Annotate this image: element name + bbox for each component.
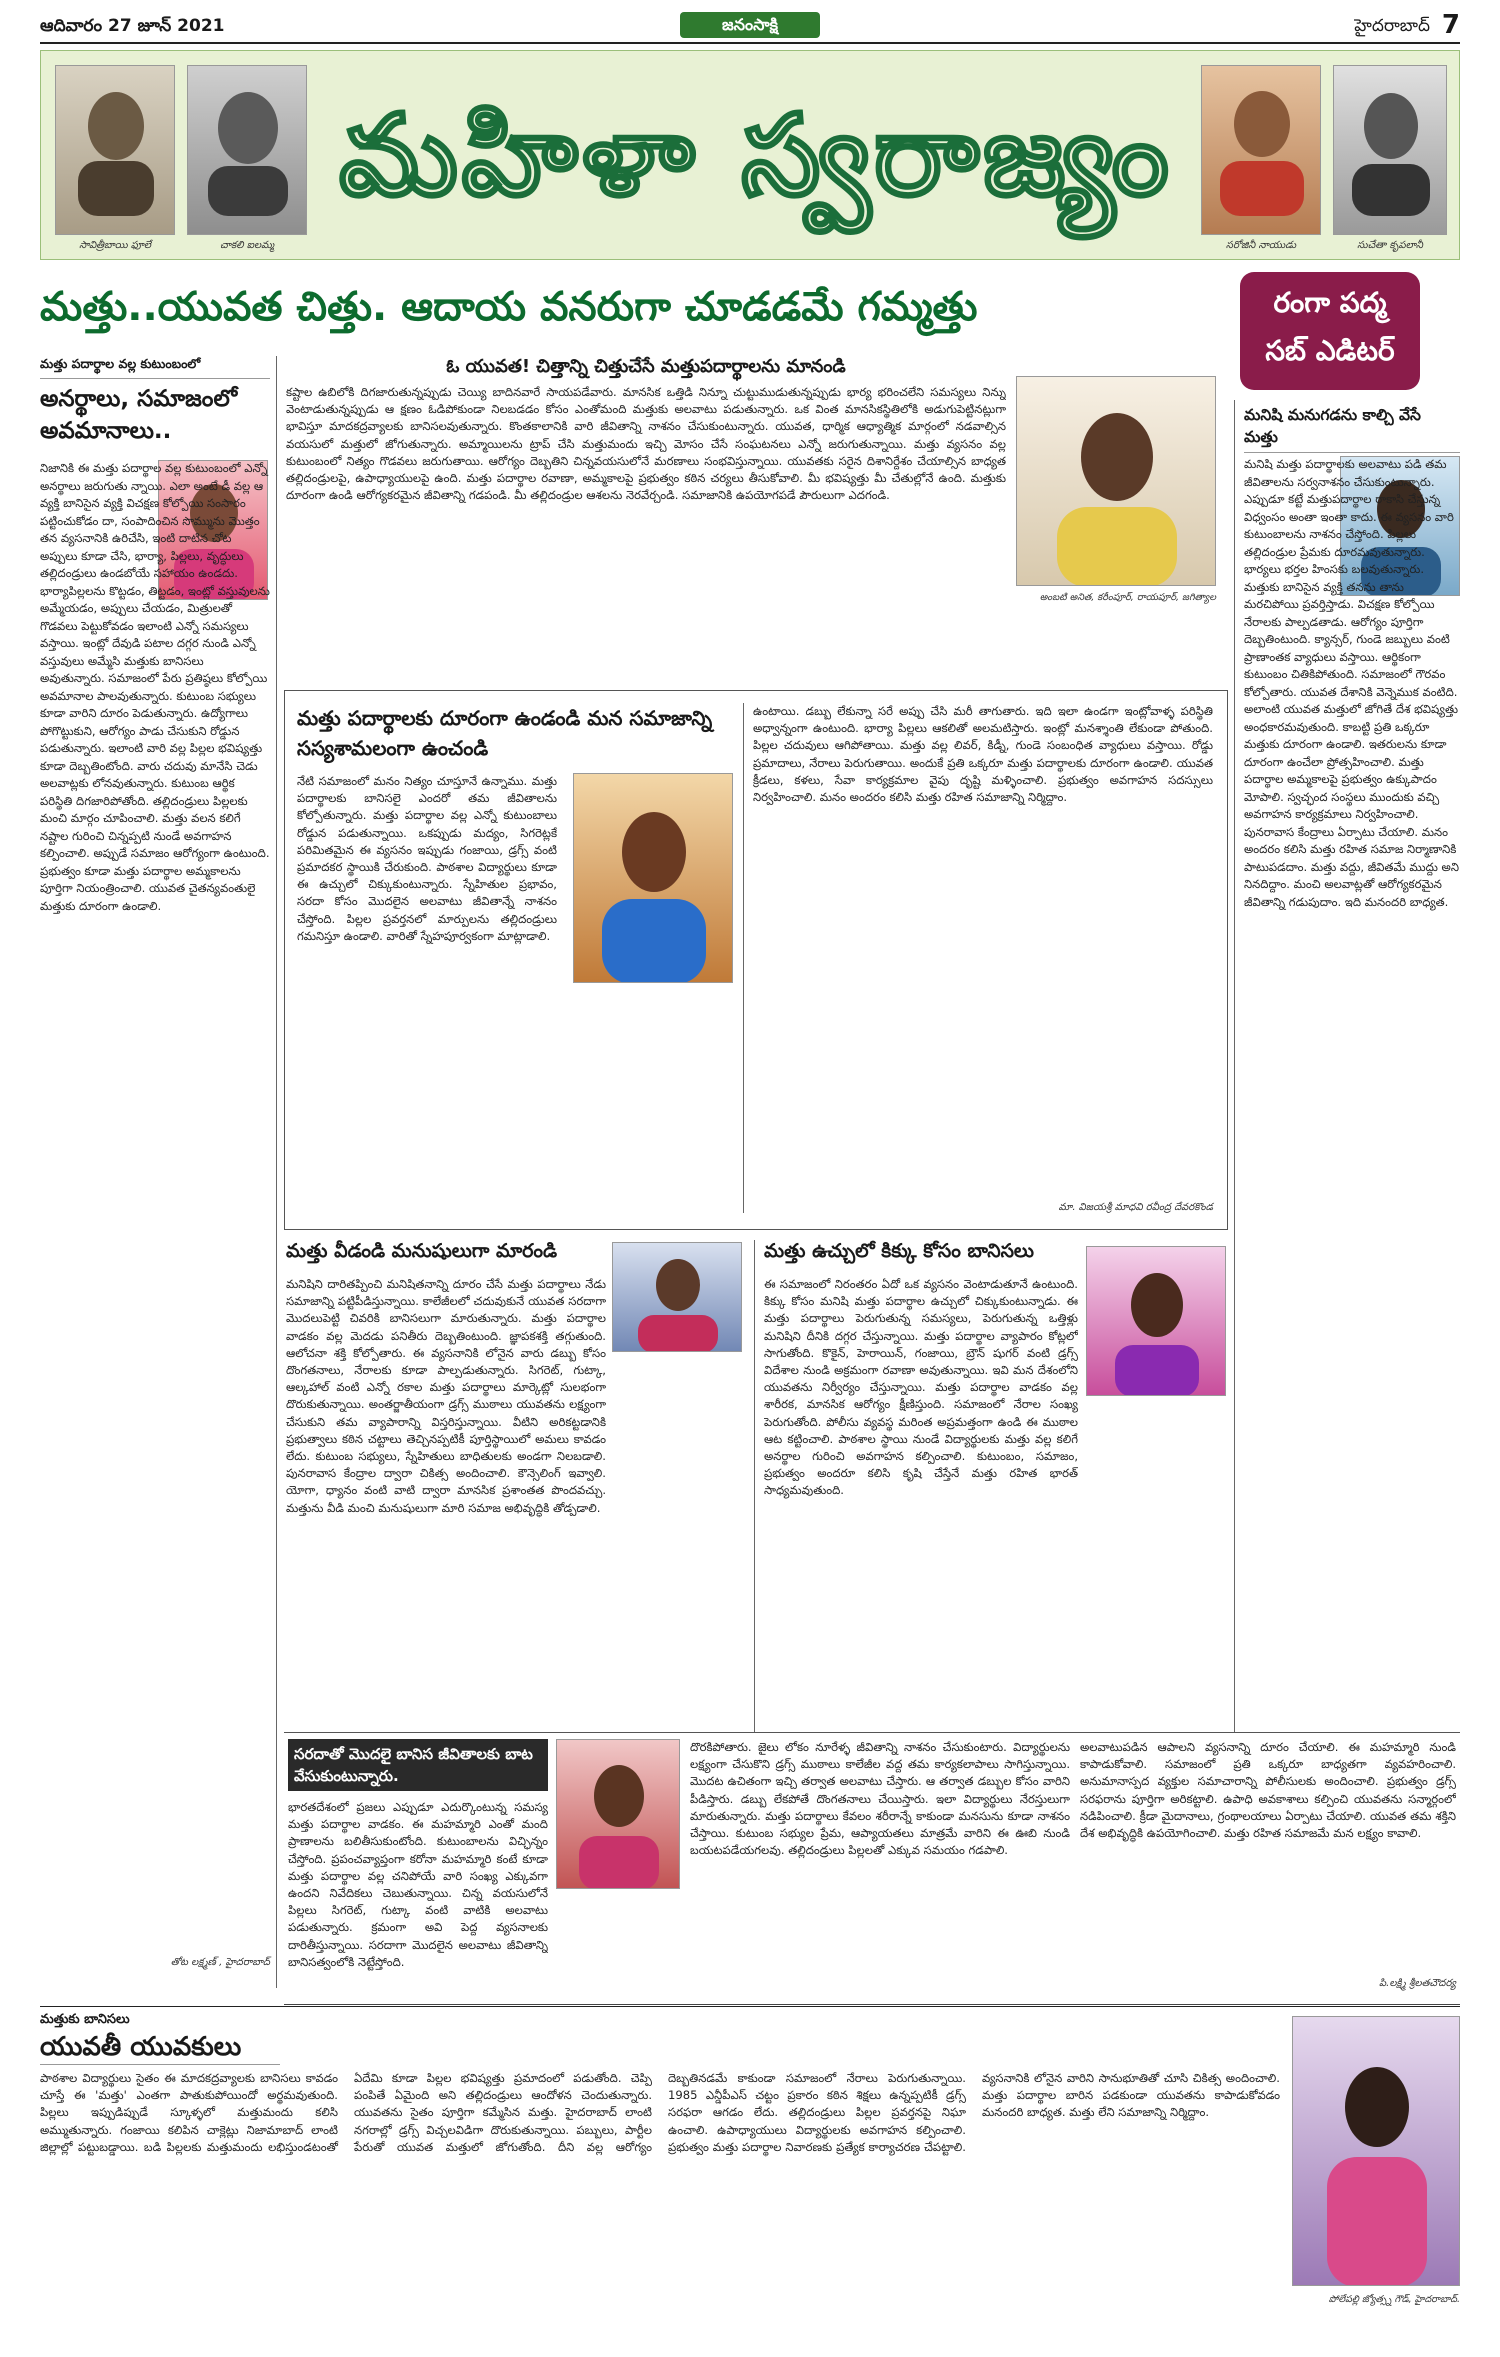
bottom-mid-author-photo	[556, 1739, 680, 1889]
banner-title: మహిళా స్వరాజ్యం	[339, 90, 1173, 221]
portrait-right-1	[1201, 65, 1321, 235]
woman-portrait-icon	[1334, 66, 1447, 216]
bottom-byline: పోలేపల్లి జ్యోత్స్న గౌడ్, హైదరాబాద్.	[1328, 2294, 1460, 2305]
center-low-right-author-photo	[1086, 1246, 1226, 1396]
center-top-author-photo	[1016, 376, 1216, 586]
portrait-caption-left-2: చాకలి ఐలమ్మ	[219, 240, 275, 251]
center-low-left-author-photo	[612, 1242, 742, 1352]
bottom-headline: యువతీ యువకులు	[40, 2030, 280, 2065]
center-mid-body-left: నేటి సమాజంలో మనం నిత్యం చూస్తూనే ఉన్నాము. మత్తు పదార్థాలకు బానిసలై ఎందరో తమ జీవితాలను కోల్పోతున్నారు. మత్తు పదార్థాల వల్ల ఎన్నో కుటుంబాలు రోడ్డున పడుతున్నాయి. ఒకప్పుడు మద్యం, సిగరెట్లకే పరిమితమైన ఈ వ్యసనం ఇప్పుడు గంజాయి, డ్రగ్స్ వంటి ప్రమాదకర స్థాయికి చేరుకుంది. పాఠశాల విద్యార్థులు కూడా ఈ ఉచ్చులో చిక్కుకుంటున్నారు. స్నేహితుల ప్రభావం, సరదా కోసం మొదలైన అలవాటు జీవితాన్నే నాశనం చేస్తోంది. పిల్లల ప్రవర్తనలో మార్పులను తల్లిదండ్రులు గమనిస్తూ ఉండాలి. వారితో స్నేహపూర్వకంగా మాట్లాడాలి.	[297, 774, 557, 943]
issue-date: ఆదివారం 27 జూన్ 2021	[40, 16, 225, 36]
center-mid-byline: మా. విజయశ్రీ మాధవి రవీంద్ర దేవరకొండ	[1058, 1202, 1213, 1213]
woman-portrait-icon	[56, 66, 175, 216]
bottom-body: పాఠశాల విద్యార్థులు సైతం ఈ మాదకద్రవ్యాలకు బానిసలు కావడం చూస్తే ఈ 'మత్తు' ఎంతగా పాతుకుపోయిందో అర్థమవుతుంది. పిల్లలు ఇప్పుడిప్పుడే స్కూళ్ళలో మత్తుమందు కలిసి అమ్ముతున్నారు. గంజాయి కలిపిన చాక్లెట్లు నిజామాబాద్ లాంటి జిల్లాల్లో పట్టుబడ్డాయి. బడి పిల్లలకు మత్తుమందు లభిస్తుండటంతో ఏదేమి కూడా పిల్లల భవిష్యత్తు ప్రమాదంలో పడుతోంది. చెప్పి పంపితే ఏమైంది అని తల్లిదండ్రులు ఆందోళన చెందుతున్నారు. యువతను సైతం పూర్తిగా కమ్మేసిన మత్తు. హైదరాబాద్ లాంటి నగరాల్లో డ్రగ్స్ విచ్చలవిడిగా దొరుకుతున్నాయి. పబ్బులు, పార్టీల పేరుతో యువత మత్తులో జోగుతోంది. దీని వల్ల ఆరోగ్యం దెబ్బతినడమే కాకుండా సమాజంలో నేరాలు పెరుగుతున్నాయి. 1985 ఎన్డీపీఎస్ చట్టం ప్రకారం కఠిన శిక్షలు ఉన్నప్పటికీ డ్రగ్స్ సరఫరా ఆగడం లేదు. తల్లిదండ్రులు పిల్లల ప్రవర్తనపై నిఘా ఉంచాలి. ఉపాధ్యాయులు విద్యార్థులకు అవగాహన కల్పించాలి. ప్రభుత్వం మత్తు పదార్థాల నివారణకు ప్రత్యేక కార్యాచరణ చేపట్టాలి. వ్యసనానికి లోనైన వారిని సానుభూతితో చూసి చికిత్స అందించాలి. మత్తు పదార్థాల బారిన పడకుండా యువతను కాపాడుకోవడం మనందరి బాధ్యత. మత్తు లేని సమాజాన్ని నిర్మిద్దాం.	[40, 2071, 1280, 2154]
left-kicker: మత్తు పదార్థాల వల్ల కుటుంబంలో	[40, 356, 270, 379]
woman-portrait-icon	[613, 1243, 742, 1352]
masthead-brand	[680, 12, 820, 38]
left-headline: అనర్థాలు, సమాజంలో అవమానాలు..	[40, 386, 238, 444]
woman-portrait-icon	[1202, 66, 1321, 216]
center-top-headline: ఓ యువత! చిత్తాన్ని చిత్తుచేసే మత్తుపదార్థాలను మానండి	[446, 356, 846, 377]
bottom-mid-body-right: అలవాటుపడిన ఆపాలని వ్యసనాన్ని దూరం చేయాలి. ఈ మహమ్మారి నుండి కాపాడుకోవాలి. సమాజంలో ప్రతి ఒక్కరూ బాధ్యతగా వ్యవహరించాలి. అనుమానాస్పద వ్యక్తుల సమాచారాన్ని పోలీసులకు అందించాలి. ప్రభుత్వం డ్రగ్స్ సరఫరాను పూర్తిగా అరికట్టాలి. ఉపాధి అవకాశాలు కల్పించి యువతను సన్మార్గంలో నడిపించాలి. క్రీడా మైదానాలు, గ్రంథాలయాలు ఏర్పాటు చేయాలి. యువత తమ శక్తిని దేశ అభివృద్ధికి ఉపయోగించాలి. మత్తు రహిత సమాజమే మన లక్ష్యం కావాలి.	[1080, 1740, 1456, 1841]
woman-portrait-icon	[574, 774, 733, 983]
brand-text: జనంసాక్షి	[722, 15, 778, 34]
bottom-mid-body-left: భారతదేశంలో ప్రజలు ఎప్పుడూ ఎదుర్కొంటున్న సమస్య మత్తు పదార్థాల వాడకం. ఈ మహమ్మారి ఎంతో మంది ప్రాణాలను బలితీసుకుంటోంది. కుటుంబాలను విచ్ఛిన్నం చేస్తోంది. ప్రపంచవ్యాప్తంగా కరోనా మహమ్మారి కంటే కూడా మత్తు పదార్థాల వల్ల చనిపోయే వారి సంఖ్య ఎక్కువగా ఉందని నివేదికలు చెబుతున్నాయి. చిన్న వయసులోనే పిల్లలు సిగరెట్, గుట్కా వంటి వాటికి అలవాటు పడుతున్నారు. క్రమంగా అవి పెద్ద వ్యసనాలకు దారితీస్తున్నాయి. సరదాగా మొదలైన అలవాటు జీవితాన్ని బానిసత్వంలోకి నెట్టేస్తోంది.	[288, 1800, 548, 1969]
page-number: 7	[1441, 10, 1460, 40]
bottom-article	[40, 2012, 1460, 2347]
left-byline: తోట లక్ష్మణ్ , హైదరాబాద్	[170, 1957, 270, 1968]
bottom-boxed-article	[284, 1732, 1460, 2000]
woman-portrait-icon	[1293, 2017, 1460, 2286]
section-divider	[284, 2004, 1460, 2005]
portrait-caption-right-2: సుచేతా కృపలానీ	[1357, 240, 1423, 251]
center-low-right-headline: మత్తు ఉచ్చులో కిక్కు కోసం బానిసలు	[764, 1240, 1034, 1262]
woman-portrait-icon	[557, 1740, 680, 1889]
woman-portrait-icon	[1087, 1247, 1226, 1396]
woman-portrait-icon	[188, 66, 307, 216]
editor-role: సబ్ ఎడిటర్	[1265, 334, 1395, 367]
center-mid-headline: మత్తు పదార్థాలకు దూరంగా ఉండండి మన సమాజాన్ని సస్యశామలంగా ఉంచండి	[297, 706, 713, 760]
bottom-mid-byline: పి.లక్ష్మి శ్రీలతచౌదర్య	[1379, 1978, 1456, 1989]
center-low-left-headline: మత్తు వీడండి మనుషులుగా మారండి	[286, 1240, 558, 1262]
bottom-mid-body-center: దొరకిపోతారు. జైలు లోకం నూరేళ్ళ జీవితాన్ని నాశనం చేసుకుంటారు. విద్యార్థులను లక్ష్యంగా చేసుకొని డ్రగ్స్ ముఠాలు కాలేజీల వద్ద తమ కార్యకలాపాలు సాగిస్తున్నాయి. మొదట ఉచితంగా ఇచ్చి తర్వాత అలవాటు చేస్తారు. ఆ తర్వాత డబ్బుల కోసం వారిని పీడిస్తారు. డబ్బు లేకపోతే దొంగతనాలు చేయిస్తారు. ఇలా విద్యార్థులు నేరస్తులుగా మారుతున్నారు. మత్తు పదార్థాలు కేవలం శరీరాన్నే కాకుండా మనసును కూడా నాశనం చేస్తాయి. కుటుంబ సభ్యుల ప్రేమ, ఆప్యాయతలు మాత్రమే వారిని ఈ ఊబి నుండి బయటపడేయగలవు. తల్లిదండ్రులు పిల్లలతో ఎక్కువ సమయం గడపాలి.	[690, 1740, 1070, 1858]
portrait-right-2	[1333, 65, 1447, 235]
column-divider	[276, 356, 277, 1988]
bottom-mid-headline: సరదాతో మొదలై బానిస జీవితాలకు బాట వేసుకుంటున్నారు.	[288, 1739, 548, 1791]
left-column-article	[40, 356, 270, 1988]
page-header	[40, 8, 1460, 44]
section-banner	[40, 50, 1460, 260]
center-mid-article	[284, 690, 1228, 1230]
editor-badge	[1240, 272, 1420, 390]
bottom-kicker: మత్తుకు బానిసలు	[40, 2012, 130, 2027]
center-top-article	[286, 356, 1226, 686]
center-mid-body-right: ఉంటాయి. డబ్బు లేకున్నా సరే అప్పు చేసి మరీ తాగుతారు. ఇది ఇలా ఉండగా ఇంట్లోవాళ్ళ పరిస్థితి అధ్వాన్నంగా ఉంటుంది. భార్యా పిల్లలు ఆకలితో అలమటిస్తారు. ఇంట్లో మనశ్శాంతి లేకుండా పోతుంది. పిల్లల చదువులు ఆగిపోతాయి. మత్తు వల్ల లివర్, కిడ్నీ, గుండె సంబంధిత వ్యాధులు వస్తాయి. రోడ్డు ప్రమాదాలు, నేరాలు పెరుగుతాయి. అందుకే ప్రతి ఒక్కరూ మత్తు పదార్థాలకు దూరంగా ఉండాలి. యువత క్రీడలు, కళలు, సేవా కార్యక్రమాల వైపు దృష్టి మళ్ళించాలి. ప్రభుత్వం అవగాహన సదస్సులు నిర్వహించాలి. మనం అందరం కలిసి మత్తు రహిత సమాజాన్ని నిర్మిద్దాం.	[753, 704, 1213, 805]
portrait-left-2	[187, 65, 307, 235]
portrait-left-1	[55, 65, 175, 235]
center-mid-divider	[743, 703, 744, 1213]
editor-name: రంగా పద్మ	[1273, 286, 1387, 319]
portrait-caption-right-1: సరోజినీ నాయుడు	[1225, 240, 1297, 251]
center-mid-body-mid	[573, 991, 733, 1221]
header-city: హైదరాబాద్	[1354, 16, 1430, 36]
center-low-right-body: ఈ సమాజంలో నిరంతరం ఏదో ఒక వ్యసనం వెంటాడుతూనే ఉంటుంది. కిక్కు కోసం మనిషి మత్తు పదార్థాల ఉచ్చులో చిక్కుకుంటున్నాడు. ఈ మత్తు పదార్థాలు పెరుగుతున్న సమస్యలు, పెరుగుతున్న ఒత్తిళ్లు మనిషిని దీనికి దగ్గర చేస్తున్నాయి. మత్తు పదార్థాల వ్యాపారం కోట్లలో సాగుతోంది. కొకైన్, హెరాయిన్, గంజాయి, బ్రౌన్ షుగర్ వంటి డ్రగ్స్ విదేశాల నుండి అక్రమంగా రవాణా అవుతున్నాయి. ఇవి మన దేశంలోని యువతను నిర్వీర్యం చేస్తున్నాయి. మత్తు పదార్థాల వాడకం వల్ల శారీరక, మానసిక ఆరోగ్యం క్షీణిస్తుంది. సమాజంలో నేరాల సంఖ్య పెరుగుతోంది. పోలీసు వ్యవస్థ మరింత అప్రమత్తంగా ఉండి ఈ ముఠాల ఆట కట్టించాలి. పాఠశాల స్థాయి నుండే విద్యార్థులకు మత్తు వల్ల కలిగే అనర్థాల గురించి అవగాహన కల్పించాలి. కుటుంబం, సమాజం, ప్రభుత్వం అందరూ కలిసి కృషి చేస్తేనే మత్తు రహిత భారత్ సాధ్యమవుతుంది.	[764, 1277, 1078, 1498]
center-low-left-body: మనిషిని దారితప్పించి మనిషితనాన్ని దూరం చేసే మత్తు పదార్థాలు నేడు సమాజాన్ని పట్టిపీడిస్తున్నాయి. కాలేజీలలో చదువుకునే యువత సరదాగా మొదలుపెట్టి చివరికి బానిసలుగా మారుతున్నారు. మత్తు పదార్థాల వాడకం వల్ల మెదడు పనితీరు దెబ్బతింటుంది. జ్ఞాపకశక్తి తగ్గుతుంది. ఆలోచనా శక్తి కోల్పోతారు. ఈ వ్యసనానికి లోనైన వారు డబ్బు కోసం దొంగతనాలు, నేరాలకు కూడా పాల్పడుతున్నారు. సిగరెట్, గుట్కా, ఆల్కహాల్ వంటి ఎన్నో రకాల మత్తు పదార్థాలు మార్కెట్లో సులభంగా దొరుకుతున్నాయి. అంతర్జాతీయంగా డ్రగ్స్ ముఠాలు యువతను లక్ష్యంగా చేసుకుని తమ వ్యాపారాన్ని విస్తరిస్తున్నాయి. వీటిని అరికట్టడానికి ప్రభుత్వాలు కఠిన చట్టాలు తెచ్చినప్పటికీ పూర్తిస్థాయిలో అమలు కావడం లేదు. కుటుంబ సభ్యులు, స్నేహితులు బాధితులకు అండగా నిలబడాలి. పునరావాస కేంద్రాల ద్వారా చికిత్స అందించాలి. కౌన్సెలింగ్ ఇవ్వాలి. యోగా, ధ్యానం వంటి వాటి ద్వారా మానసిక ప్రశాంతత పొందవచ్చు. మత్తును వీడి మంచి మనుషులుగా మారి సమాజ అభివృద్ధికి తోడ్పడాలి.	[286, 1277, 606, 1515]
center-top-body: కష్టాల ఉబిలోకి దిగజారుతున్నప్పుడు చెయ్యి బాదినవారే సాయపడేవారు. మానసిక ఒత్తిడి నిన్నూ చుట్టుముడుతున్నప్పుడు భార్య భరించలేని సమస్యలు నిన్ను వెంటాడుతున్నప్పుడు ఆ క్షణం ఓడిపోకుండా నిలబడడం కోసం ఎంతోమంది మత్తుకు అలవాటు పడుతున్నారు. ఒక వింత మానసికస్థితిలోకి అడుగుపెట్టినట్లుగా భావిస్తూ మాదకద్రవ్యాలకు బానిసలవుతున్నారు. కొంతకాలానికి వారి జీవితాన్ని నాశనం చేసుకుంటున్నారు. యువత, ధార్మిక ఆధ్యాత్మిక మార్గంలో నడవాల్సిన వయసులో మత్తులో జోగుతున్నారు. అమ్మాయిలను ట్రాప్ చేసి మత్తుమందు ఇచ్చి మోసం చేసే సంఘటనలు ఎన్నో జరుగుతున్నాయి. మత్తు వ్యసనం వల్ల కుటుంబంలో నిత్యం గొడవలు జరుగుతాయి. ఆరోగ్యం దెబ్బతిని చిన్నవయసులోనే మరణాలు సంభవిస్తున్నాయి. యువతకు సరైన దిశానిర్దేశం చేయాల్సిన బాధ్యత తల్లిదండ్రులపై, ఉపాధ్యాయులపై ఉంది. మత్తు పదార్థాల రవాణా, అమ్మకాలపై ప్రభుత్వం కఠిన చర్యలు తీసుకోవాలి. మీ భవిష్యత్తు మీ చేతుల్లోనే ఉంది. మత్తుకు దూరంగా ఉండి ఆరోగ్యకరమైన జీవితాన్ని గడపండి. మీ తల్లిదండ్రుల ఆశలను నెరవేర్చండి. సమాజానికి ఉపయోగపడే పౌరులుగా ఎదగండి.	[286, 385, 1006, 503]
center-mid-author-photo	[573, 773, 733, 983]
main-headline: మత్తు..యువత చిత్తు. ఆదాయ వనరుగా చూడడమే గమ్మత్తు	[40, 284, 978, 330]
woman-portrait-icon	[1017, 377, 1216, 586]
left-body: నిజానికి ఈ మత్తు పదార్థాల వల్ల కుటుంబంలో ఎన్నో అనర్థాలు జరుగుతు న్నాయి. ఎలా అంటే డీ వల్ల ఆ వ్యక్తి బానిసైన వ్యక్తి విచక్షణ కోల్పోయి సంసారం పట్టించుకోడం దా, సంపాదించిన సొమ్మును మొత్తం తన వ్యసనానికి ఉరిచేసి, ఇంటి దాటిన చోట అప్పులు కూడా చేసి, భార్యా, పిల్లలు, వృద్ధులు తల్లిదండ్రులు ఉండబోయే సహాయం ఉండదు. భార్యాపిల్లలను కొట్టడం, తిట్టడం, ఇంట్లో వస్తువులను అమ్మేయడం, అప్పులు చేయడం, మిత్రులతో గొడవలు పెట్టుకోవడం ఇలాంటి ఎన్నో సమస్యలు వస్తాయి. ఇంట్లో దేవుడి పటాల దగ్గర నుండి ఎన్నో వస్తువులు అమ్మేసి మత్తుకు బానిసలు అవుతున్నారు. సమాజంలో పేరు ప్రతిష్ఠలు కోల్పోయి అవమానాల పాలవుతున్నారు. కుటుంబ సభ్యులు కూడా వారిని దూరం పెడుతున్నారు. ఉద్యోగాలు పోగొట్టుకుని, ఆరోగ్యం పాడు చేసుకుని రోడ్డున పడుతున్నారు. ఇలాంటి వారి వల్ల పిల్లల భవిష్యత్తు కూడా దెబ్బతింటోంది. వారు చదువు మానేసి చెడు అలవాట్లకు లోనవుతున్నారు. కుటుంబ ఆర్థిక పరిస్థితి దిగజారిపోతోంది. తల్లిదండ్రులు పిల్లలకు మంచి మార్గం చూపించాలి. మత్తు వలన కలిగే నష్టాల గురించి చిన్నప్పటి నుండే అవగాహన కల్పించాలి. అప్పుడే సమాజం ఆరోగ్యంగా ఉంటుంది. ప్రభుత్వం కూడా మత్తు పదార్థాల అమ్మకాలను పూర్తిగా నియంత్రించాలి. యువత చైతన్యవంతులై మత్తుకు దూరంగా ఉండాలి.	[40, 461, 270, 913]
portrait-caption-left-1: సావిత్రీబాయి ఫూలే	[79, 240, 151, 251]
section-divider	[40, 2006, 1460, 2007]
bottom-author-photo	[1292, 2016, 1460, 2286]
right-headline: మనిషి మనుగడను కాల్చి వేసే మత్తు	[1244, 404, 1460, 453]
center-top-caption: అంబటి అనిత, కరీంపూర్, రాయపూర్, జగిత్యాల	[1039, 592, 1216, 603]
right-body: మనిషి మత్తు పదార్థాలకు అలవాటు పడి తమ జీవితాలను సర్వనాశనం చేసుకుంటున్నారు. ఎప్పుడూ కట్టే మత్తుపదార్థాల రాకాసి చేస్తున్న విధ్వంసం అంతా ఇంతా కాదు. ఈ వ్యసనం వారి కుటుంబాలను నాశనం చేస్తోంది. పిల్లలు తల్లిదండ్రుల ప్రేమకు దూరమవుతున్నారు. భార్యలు భర్తల హింసకు బలవుతున్నారు. మత్తుకు బానిసైన వ్యక్తి తనను తాను మరచిపోయి ప్రవర్తిస్తాడు. విచక్షణ కోల్పోయి నేరాలకు పాల్పడతాడు. ఆరోగ్యం పూర్తిగా దెబ్బతింటుంది. క్యాన్సర్, గుండె జబ్బులు వంటి ప్రాణాంతక వ్యాధులు వస్తాయి. ఆర్థికంగా కుటుంబం చితికిపోతుంది. సమాజంలో గౌరవం కోల్పోతారు. యువత దేశానికి వెన్నెముక వంటిది. అలాంటి యువత మత్తులో జోగితే దేశ భవిష్యత్తు అంధకారమవుతుంది. కాబట్టి ప్రతి ఒక్కరూ మత్తుకు దూరంగా ఉండాలి. ఇతరులను కూడా దూరంగా ఉంచేలా ప్రోత్సహించాలి. మత్తు పదార్థాల అమ్మకాలపై ప్రభుత్వం ఉక్కుపాదం మోపాలి. స్వచ్ఛంద సంస్థలు ముందుకు వచ్చి అవగాహన కార్యక్రమాలు నిర్వహించాలి. పునరావాస కేంద్రాలు ఏర్పాటు చేయాలి. మనం అందరం కలిసి మత్తు రహిత సమాజ నిర్మాణానికి పాటుపడదాం. మత్తు వద్దు, జీవితమే ముద్దు అని నినదిద్దాం. మంచి అలవాట్లతో ఆరోగ్యకరమైన జీవితాన్ని గడుపుదాం. ఇది మనందరి బాధ్యత.	[1244, 457, 1459, 909]
